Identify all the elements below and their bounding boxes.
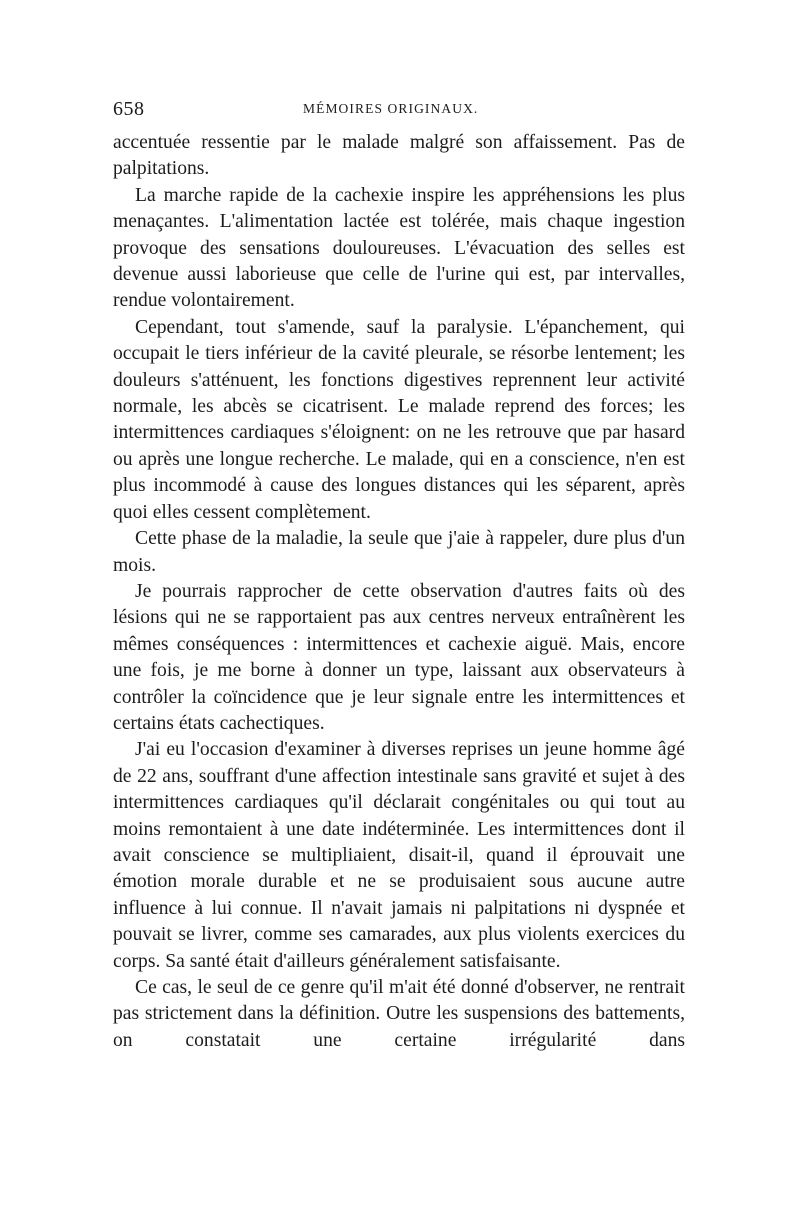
paragraph-6: J'ai eu l'occasion d'examiner à diverses reprises un jeune homme âgé de 22 ans, souffrant d'une affection intestinale sans gravité et sujet à des intermittences cardiaques qu'il déclarait congénitales ou qui tout au moins remontaient à une date indéterminée. Les intermittences dont il avait conscience se multipliaient, disait-il, quand il éprouvait une émotion morale durable et ne se produisaient sous aucune autre influence à lui connue. Il n'avait jamais ni palpitations ni dyspnée et pouvait se livrer, comme ses camarades, aux plus violents exercices du corps. Sa santé était d'ailleurs généralement satisfaisante.: [113, 739, 685, 972]
paragraph-5: Je pourrais rapprocher de cette observation d'autres faits où des lésions qui ne se rapportaient pas aux centres nerveux entraînèrent les mêmes conséquences : intermittences et cachexie aiguë. Mais, encore une fois, je me borne à donner un type, laissant aux observateurs à contrôler la coïncidence que je leur signale entre les intermittences et certains états cachectiques.: [113, 580, 685, 734]
running-title: MÉMOIRES ORIGINAUX.: [303, 101, 479, 116]
page-number: 658: [113, 98, 145, 120]
paragraph-4: Cette phase de la maladie, la seule que j'aie à rappeler, dure plus d'un mois.: [113, 528, 685, 576]
page-header: [113, 98, 685, 124]
paragraph-1: accentuée ressentie par le malade malgré son affaissement. Pas de palpitations.: [113, 132, 685, 180]
paragraph-3: Cependant, tout s'amende, sauf la paralysie. L'épanchement, qui occupait le tiers inférieur de la cavité pleurale, se résorbe lentement; les douleurs s'atténuent, les fonctions digestives reprennent leur activité normale, les abcès se cicatrisent. Le malade reprend des forces; les intermittences cardiaques s'éloignent: on ne les retrouve que par hasard ou après une longue recherche. Le malade, qui en a conscience, n'en est plus incommodé à cause des longues distances qui les séparent, après quoi elles cessent complètement.: [113, 316, 685, 523]
paragraph-2: La marche rapide de la cachexie inspire les appréhensions les plus menaçantes. L'alimentation lactée est tolérée, mais chaque ingestion provoque des sensations douloureuses. L'évacuation des selles est devenue aussi laborieuse que celle de l'urine qui est, par intervalles, rendue volontairement.: [113, 184, 685, 312]
body-text: [113, 130, 685, 1054]
paragraph-7: Ce cas, le seul de ce genre qu'il m'ait été donné d'observer, ne rentrait pas strictement dans la définition. Outre les suspensions des battements, on constatait une certaine irrégularité dans: [113, 977, 685, 1051]
